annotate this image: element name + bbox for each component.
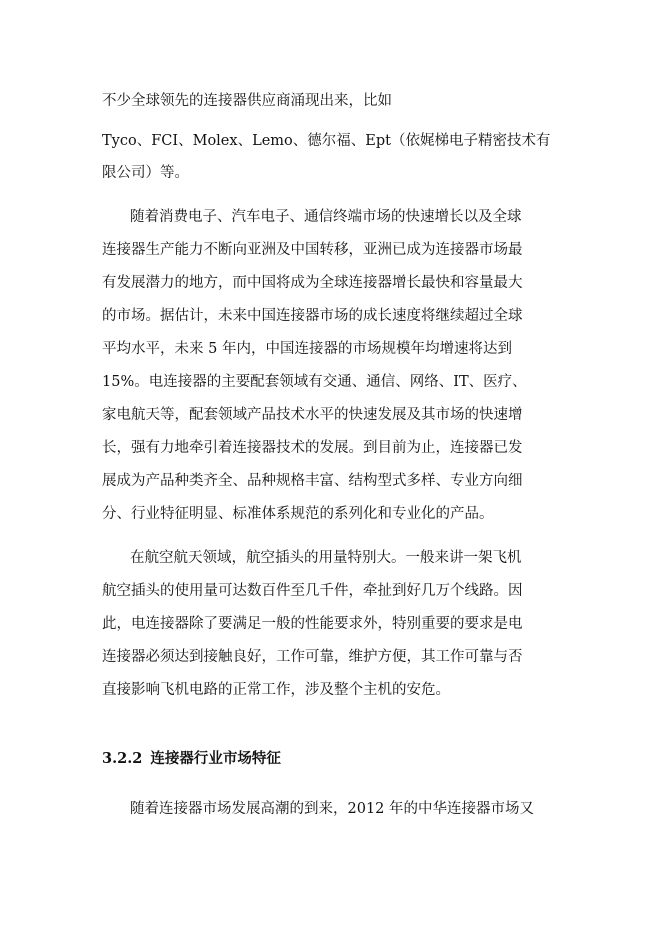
paragraph-line: 分、行业特征明显、标准体系规范的系列化和专业化的产品。 bbox=[102, 506, 494, 522]
section-title: 连接器行业市场特征 bbox=[150, 750, 281, 767]
paragraph-line: 展成为产品种类齐全、品种规格丰富、结构型式多样、专业方向细 bbox=[102, 473, 523, 489]
paragraph-line: 直接影响飞机电路的正常工作，涉及整个主机的安危。 bbox=[102, 682, 450, 698]
paragraph-line: 航空插头的使用量可达数百件至几千件，牵扯到好几万个线路。因 bbox=[102, 583, 523, 599]
section-heading bbox=[102, 749, 281, 769]
paragraph-line: 不少全球领先的连接器供应商涌现出来，比如 bbox=[102, 93, 392, 109]
paragraph-line: 在航空航天领域，航空插头的用量特别大。一般来讲一架飞机 bbox=[130, 550, 522, 566]
paragraph-line: 连接器生产能力不断向亚洲及中国转移，亚洲已成为连接器市场最 bbox=[102, 242, 523, 258]
paragraph-line: Tyco、FCI、Molex、Lemo、德尔福、Ept（依娓梯电子精密技术有 bbox=[102, 133, 551, 149]
paragraph-line: 此，电连接器除了要满足一般的性能要求外，特别重要的要求是电 bbox=[102, 616, 523, 632]
paragraph-line: 长，强有力地牵引着连接器技术的发展。到目前为止，连接器已发 bbox=[102, 440, 523, 456]
paragraph-line: 平均水平，未来 5 年内，中国连接器的市场规模年均增速将达到 bbox=[102, 341, 512, 357]
paragraph-line: 随着消费电子、汽车电子、通信终端市场的快速增长以及全球 bbox=[130, 209, 522, 225]
paragraph-line: 连接器必须达到接触良好，工作可靠，维护方便，其工作可靠与否 bbox=[102, 649, 523, 665]
paragraph-line: 家电航天等，配套领域产品技术水平的快速发展及其市场的快速增 bbox=[102, 407, 523, 423]
paragraph-line: 随着连接器市场发展高潮的到来，2012 年的中华连接器市场又 bbox=[130, 801, 535, 817]
section-number: 3.2.2 bbox=[102, 750, 143, 767]
paragraph-line: 限公司）等。 bbox=[102, 165, 189, 181]
paragraph-line: 有发展潜力的地方，而中国将成为全球连接器增长最快和容量最大 bbox=[102, 275, 523, 291]
paragraph-line: 的市场。据估计，未来中国连接器市场的成长速度将继续超过全球 bbox=[102, 308, 523, 324]
paragraph-line: 15%。电连接器的主要配套领域有交通、通信、网络、IT、医疗、 bbox=[102, 374, 527, 390]
